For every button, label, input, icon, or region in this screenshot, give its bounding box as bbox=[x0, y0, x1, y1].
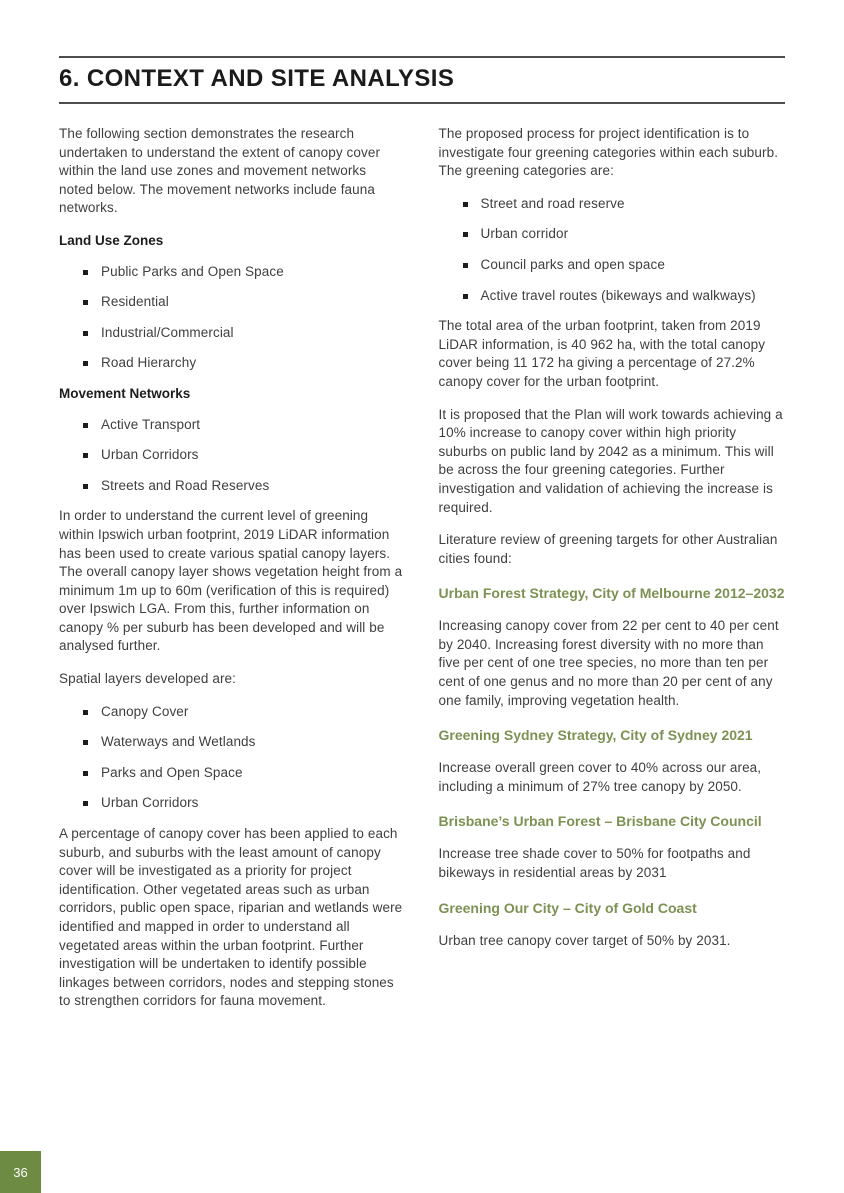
list-item bbox=[83, 324, 403, 343]
section-header bbox=[59, 56, 785, 104]
list-item-label: Residential bbox=[101, 294, 169, 310]
list-item bbox=[83, 263, 403, 282]
literature-review-paragraph: Literature review of greening targets for other Australian cities found: bbox=[438, 532, 778, 566]
list-item-label: Road Hierarchy bbox=[101, 355, 197, 371]
strategy-body-brisbane: Increase tree shade cover to 50% for footpaths and bikeways in residential areas by 2031 bbox=[438, 846, 751, 881]
list-item-label: Urban Corridors bbox=[101, 447, 199, 463]
list-item-label: Active travel routes (bikeways and walkways) bbox=[480, 287, 756, 303]
bullet-square-icon bbox=[83, 331, 88, 336]
bullet-square-icon bbox=[83, 270, 88, 275]
bullet-square-icon bbox=[83, 740, 88, 745]
list-item bbox=[83, 293, 403, 312]
list-item-label: Urban Corridors bbox=[101, 795, 199, 811]
list-item bbox=[83, 446, 403, 465]
strategy-body-sydney: Increase overall green cover to 40% across our area, including a minimum of 27% tree canopy by 2050. bbox=[438, 760, 762, 794]
total-area-paragraph: The total area of the urban footprint, taken from 2019 LiDAR information, is 40 962 ha, with the total canopy cover being 11 172 ha giving a percentage of 27.2% canopy cover for the urban footprint. bbox=[438, 318, 766, 389]
list-item bbox=[83, 354, 403, 373]
list-item-label: Industrial/Commercial bbox=[101, 324, 234, 340]
list-item bbox=[463, 225, 785, 244]
list-item bbox=[463, 256, 785, 275]
list-item-label: Active Transport bbox=[101, 416, 201, 432]
movement-networks-list bbox=[83, 416, 403, 496]
list-item bbox=[463, 195, 785, 214]
list-item-label: Council parks and open space bbox=[480, 256, 665, 272]
list-item-label: Street and road reserve bbox=[480, 195, 625, 211]
list-item-label: Waterways and Wetlands bbox=[101, 734, 256, 750]
bullet-square-icon bbox=[83, 423, 88, 428]
list-item bbox=[83, 477, 403, 496]
bullet-square-icon bbox=[83, 710, 88, 715]
strategy-heading-brisbane: Brisbane’s Urban Forest – Brisbane City Council bbox=[438, 813, 762, 830]
right-column bbox=[439, 125, 785, 1025]
bullet-square-icon bbox=[83, 484, 88, 489]
list-item bbox=[83, 794, 403, 813]
greening-categories-list bbox=[463, 195, 785, 305]
list-item-label: Urban corridor bbox=[480, 226, 569, 242]
left-column bbox=[59, 125, 403, 1025]
subheading-land-use-zones: Land Use Zones bbox=[59, 232, 164, 248]
spatial-layers-list bbox=[83, 703, 403, 813]
bullet-square-icon bbox=[463, 202, 468, 207]
list-item bbox=[463, 287, 785, 306]
proposal-paragraph: It is proposed that the Plan will work towards achieving a 10% increase to canopy cover within high priority suburbs on public land by 2042 as a minimum. This will be across the four greening categories. Further investigation and validation of achieving the increase is required. bbox=[438, 406, 783, 515]
strategy-body-melbourne: Increasing canopy cover from 22 per cent to 40 per cent by 2040. Increasing forest diversity with no more than five per cent of one tree species, no more than ten per cent of one genus and no more than 20 per cent of any one family, improving vegetation health. bbox=[438, 618, 779, 708]
bullet-square-icon bbox=[463, 263, 468, 268]
page-number-badge: 36 bbox=[0, 1151, 41, 1193]
bullet-square-icon bbox=[83, 300, 88, 305]
list-item-label: Canopy Cover bbox=[101, 703, 189, 719]
list-item bbox=[83, 703, 403, 722]
list-item bbox=[83, 416, 403, 435]
bullet-square-icon bbox=[83, 771, 88, 776]
strategy-heading-gold-coast: Greening Our City – City of Gold Coast bbox=[438, 899, 697, 916]
list-item-label: Parks and Open Space bbox=[101, 764, 243, 780]
spatial-layers-intro: Spatial layers developed are: bbox=[59, 671, 237, 687]
list-item bbox=[83, 733, 403, 752]
strategy-heading-sydney: Greening Sydney Strategy, City of Sydney 2021 bbox=[438, 727, 753, 744]
subheading-movement-networks: Movement Networks bbox=[59, 385, 191, 401]
list-item-label: Public Parks and Open Space bbox=[101, 263, 284, 279]
bullet-square-icon bbox=[83, 361, 88, 366]
land-use-list bbox=[83, 263, 403, 373]
bullet-square-icon bbox=[83, 453, 88, 458]
bullet-square-icon bbox=[463, 294, 468, 299]
canopy-application-paragraph: A percentage of canopy cover has been applied to each suburb, and suburbs with the least amount of canopy cover will be investigated as a priority for project identification. Other vegetated areas such as urban corridors, public open space, riparian and wetlands were identified and mapped in order to understand all vegetated areas within the urban footprint. Further investigation will be undertaken to identify possible linkages between corridors, nodes and stepping stones to strengthen corridors for fauna movement. bbox=[59, 826, 403, 1009]
list-item bbox=[83, 764, 403, 783]
section-title: 6. CONTEXT AND SITE ANALYSIS bbox=[59, 65, 455, 92]
bullet-square-icon bbox=[83, 801, 88, 806]
bullet-square-icon bbox=[463, 232, 468, 237]
process-paragraph: The proposed process for project identification is to investigate four greening categories within each suburb. The greening categories are: bbox=[438, 126, 779, 179]
lidar-paragraph: In order to understand the current level of greening within Ipswich urban footprint, 2019 LiDAR information has been used to create various spatial canopy layers. The overall canopy layer shows vegetation height from a minimum 1m up to 60m (verification of this is required) over Ipswich LGA. From this, further information on canopy % per suburb has been developed and will be analysed further. bbox=[59, 508, 403, 654]
strategy-heading-melbourne: Urban Forest Strategy, City of Melbourne 2012–2032 bbox=[438, 585, 785, 602]
intro-paragraph: The following section demonstrates the research undertaken to understand the extent of canopy cover within the land use zones and movement networks noted below. The movement networks include fauna networks. bbox=[59, 126, 381, 216]
list-item-label: Streets and Road Reserves bbox=[101, 477, 270, 493]
content-columns bbox=[59, 125, 785, 1025]
strategy-body-gold-coast: Urban tree canopy cover target of 50% by 2031. bbox=[438, 932, 731, 948]
